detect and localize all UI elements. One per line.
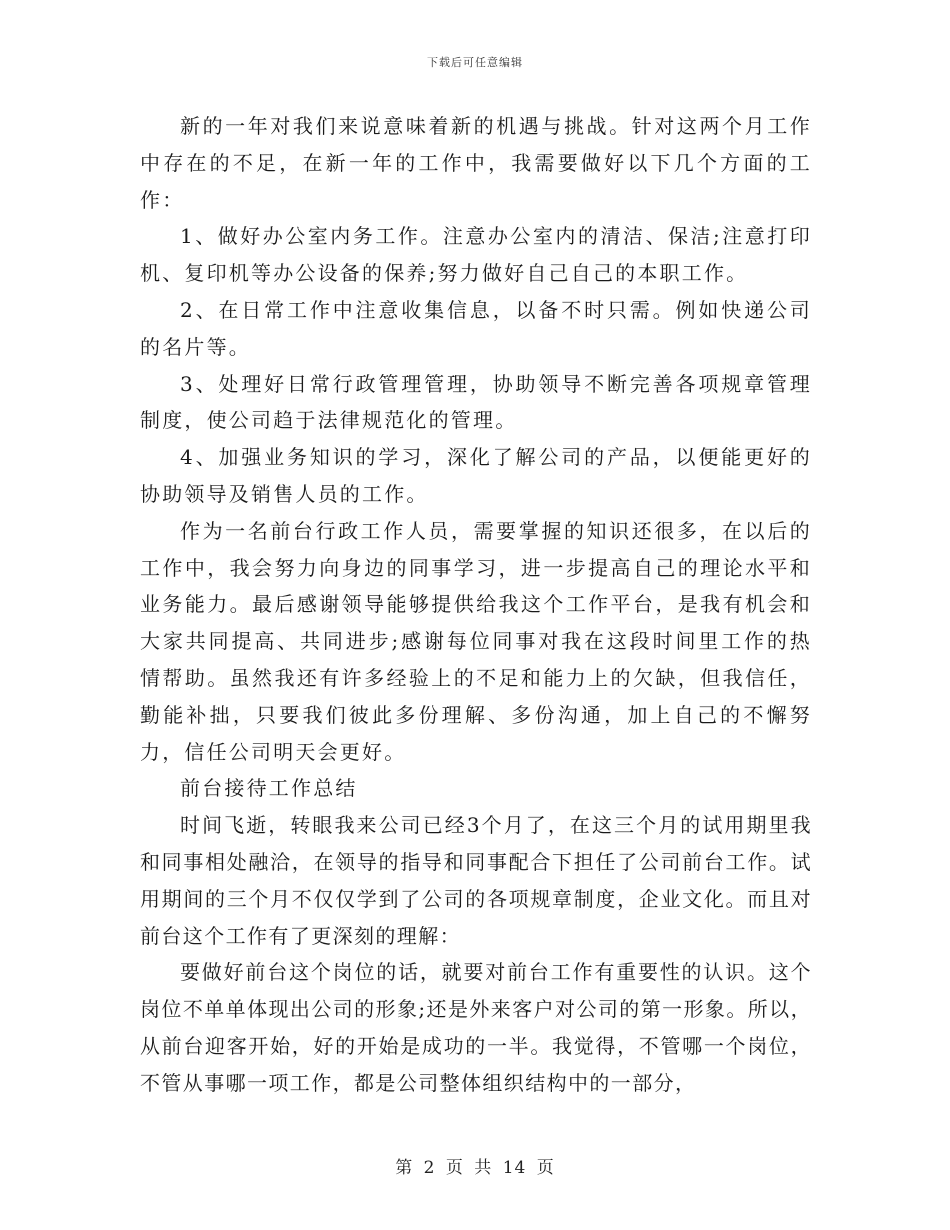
section-title: 前台接待工作总结	[180, 776, 358, 801]
paragraph-item-2: 2、在日常工作中注意收集信息，以备不时只需。例如快递公司的名片等。	[140, 297, 812, 359]
paragraph-closing: 作为一名前台行政工作人员，需要掌握的知识还很多，在以后的工作中，我会努力向身边的同事学习，进一步提高自己的理论水平和业务能力。最后感谢领导能够提供给我这个工作平台，是我有机会和大家共同提高、共同进步;感谢每位同事对我在这段时间里工作的热情帮助。虽然我还有许多经验上的不足和能力上的欠缺，但我信任，勤能补拙，只要我们彼此多份理解、多份沟通，加上自己的不懈努力，信任公司明天会更好。	[140, 518, 812, 764]
paragraph-intro: 新的一年对我们来说意味着新的机遇与挑战。针对这两个月工作中存在的不足，在新一年的工作中，我需要做好以下几个方面的工作：	[140, 114, 812, 212]
page-header-note: 下载后可任意编辑	[427, 56, 523, 69]
paragraph-item-1: 1、做好办公室内务工作。注意办公室内的清洁、保洁;注意打印机、复印机等办公设备的保养;努力做好自己自己的本职工作。	[140, 224, 812, 286]
paragraph-item-4: 4、加强业务知识的学习，深化了解公司的产品，以便能更好的协助领导及销售人员的工作。	[140, 445, 812, 506]
page-number: 第 2 页 共 14 页	[395, 1158, 555, 1178]
document-body	[140, 108, 812, 1102]
paragraph-item-3: 3、处理好日常行政管理管理，协助领导不断完善各项规章管理制度，使公司趋于法律规范化的管理。	[140, 371, 812, 433]
paragraph-summary-intro: 时间飞逝，转眼我来公司已经3个月了，在这三个月的试用期里我和同事相处融洽，在领导的指导和同事配合下担任了公司前台工作。试用期间的三个月不仅仅学到了公司的各项规章制度，企业文化。而且对前台这个工作有了更深刻的理解：	[140, 813, 812, 948]
paragraph-summary-body: 要做好前台这个岗位的话，就要对前台工作有重要性的认识。这个岗位不单单体现出公司的形象;还是外来客户对公司的第一形象。所以，从前台迎客开始，好的开始是成功的一半。我觉得，不管哪一个岗位，不管从事哪一项工作，都是公司整体组织结构中的一部分，	[140, 960, 812, 1095]
